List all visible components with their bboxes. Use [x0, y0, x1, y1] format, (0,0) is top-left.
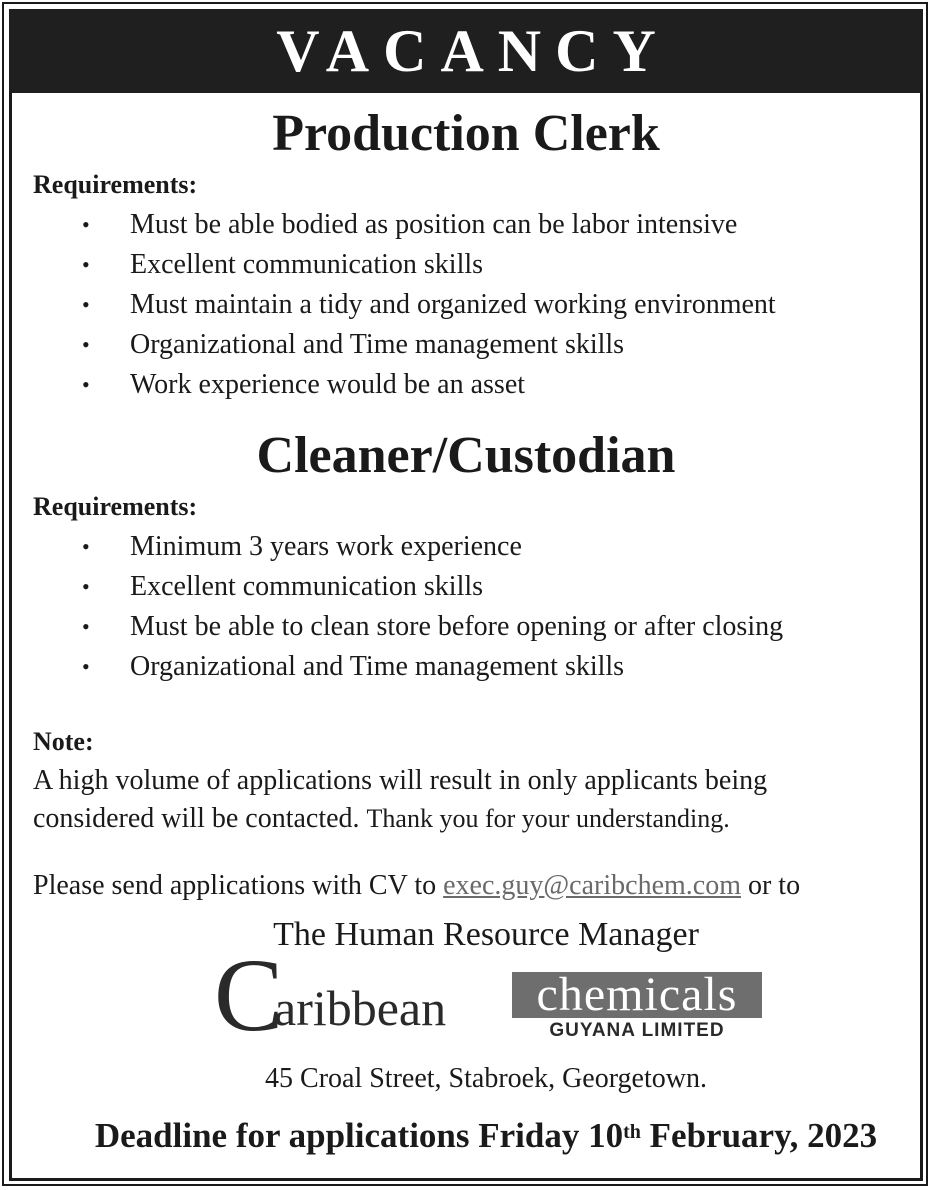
bullet-icon: •	[82, 574, 90, 599]
logo-subtitle: GUYANA LIMITED	[549, 1020, 725, 1041]
company-logo	[214, 938, 774, 1053]
logo-word: aribbean	[274, 980, 447, 1036]
job-title-cleaner-custodian: Cleaner/Custodian	[256, 427, 676, 484]
email-link[interactable]: exec.guy@caribchem.com	[443, 870, 741, 901]
bullet-icon: •	[82, 534, 90, 559]
application-deadline: Deadline for applications Friday 10th February, 2023	[94, 1116, 878, 1155]
bullet-icon: •	[82, 332, 90, 357]
requirements-list-cleaner-custodian	[0, 527, 783, 687]
logo-initial: C	[214, 938, 284, 1053]
bullet-icon: •	[82, 212, 90, 237]
bullet-icon: •	[82, 292, 90, 317]
application-instructions: Please send applications with CV to exec.guy@caribchem.com or to	[33, 870, 801, 901]
bullet-icon: •	[82, 654, 90, 679]
requirements-label: Requirements:	[33, 492, 198, 521]
requirements-list-production-clerk	[0, 205, 776, 405]
bullet-icon: •	[82, 614, 90, 639]
vacancy-heading: VACANCY	[276, 17, 670, 84]
list-item: • Excellent communication skills	[0, 245, 776, 285]
vacancy-banner	[9, 9, 923, 93]
note-label: Note:	[33, 727, 94, 756]
list-item: • Must maintain a tidy and organized working environment	[0, 285, 776, 325]
logo-chemicals-box: chemicals	[512, 972, 762, 1018]
list-item: • Work experience would be an asset	[0, 365, 776, 405]
recipient-title: The Human Resource Manager	[273, 916, 699, 953]
list-item: • Excellent communication skills	[0, 567, 783, 607]
company-address: 45 Croal Street, Stabroek, Georgetown.	[265, 1063, 707, 1094]
list-item: • Must be able to clean store before opening or after closing	[0, 607, 783, 647]
list-item: • Minimum 3 years work experience	[0, 527, 783, 567]
job-title-production-clerk: Production Clerk	[272, 105, 660, 162]
list-item: • Organizational and Time management skills	[0, 647, 783, 687]
note-text	[33, 762, 767, 838]
note-line-1: A high volume of applications will result in only applicants being	[33, 765, 768, 796]
list-item: • Organizational and Time management skills	[0, 325, 776, 365]
bullet-icon: •	[82, 372, 90, 397]
requirements-label: Requirements:	[33, 170, 198, 199]
bullet-icon: •	[82, 252, 90, 277]
list-item: • Must be able bodied as position can be labor intensive	[0, 205, 776, 245]
note-line-2: considered will be contacted. Thank you for your understanding.	[33, 803, 730, 834]
